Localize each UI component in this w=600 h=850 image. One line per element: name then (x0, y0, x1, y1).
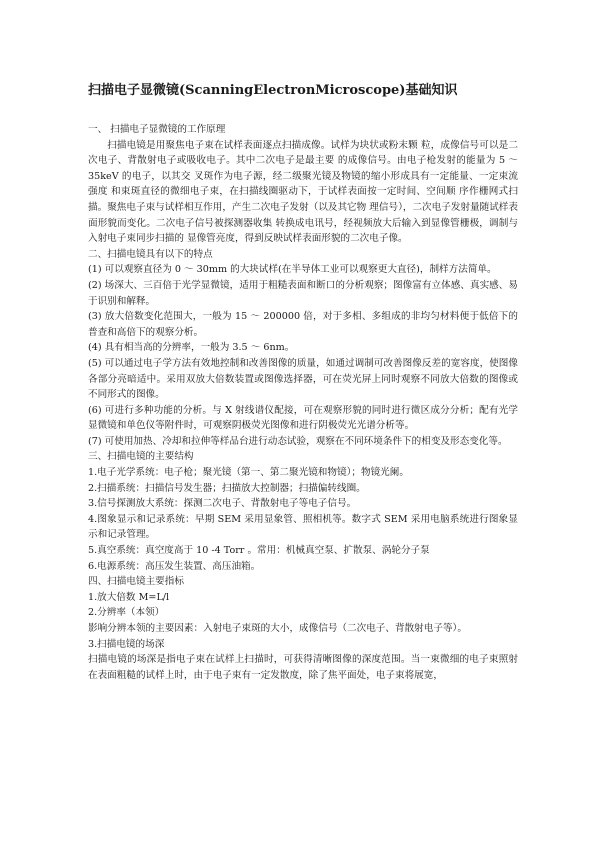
indicator-item: 1.放大倍数 M=L/l (88, 591, 170, 603)
indicator-item: 影响分辨本领的主要因素：入射电子束斑的大小，成像信号（二次电子、背散射电子等）。 (88, 623, 467, 634)
feature-item: (1) 可以观察直径为 0 ～ 30mm 的大块试样(在半导体工业可以观察更大直径)，制样方法简单。 (88, 264, 497, 276)
feature-item: (2) 场深大、三百倍于光学显微镜，适用于粗糙表面和断口的分析观察；图像富有立体感、真实感、易于识别和解释。 (88, 279, 518, 307)
structure-item: 5.真空系统：真空度高于 10 -4 Torr 。常用：机械真空泵、扩散泵、涡轮分子泵 (88, 545, 430, 557)
structure-item: 2.扫描系统：扫描信号发生器；扫描放大控制器；扫描偏转线圈。 (88, 482, 366, 494)
indicator-item: 3.扫描电镜的场深 (88, 638, 165, 650)
feature-item: (5) 可以通过电子学方法有效地控制和改善图像的质量，如通过调制可改善图像反差的宽容度，使图像各部分亮暗适中。采用双放大倍数装置或图像选择器，可在荧光屏上同时观察不同放大倍数的图像或不同形式的图像。 (88, 357, 518, 401)
section-heading-features: 二、扫描电镜具有以下的特点 (88, 248, 213, 260)
indicator-item: 2.分辨率（本领） (88, 607, 165, 619)
indicator-item: 扫描电镜的场深是指电子束在试样上扫描时，可获得清晰图像的深度范围。当一束微细的电子束照射在表面粗糙的试样上时，由于电子束有一定发散度，除了焦平面处，电子束将展宽， (88, 654, 518, 681)
feature-item: (4) 具有相当高的分辨率，一般为 3.5 ～ 6nm。 (88, 342, 295, 354)
document-body (88, 122, 518, 683)
paragraph-principle: 扫描电镜是用聚焦电子束在试样表面逐点扫描成像。试样为块状或粉末颗 粒，成像信号可以是二次电子、背散射电子或吸收电子。其中二次电子是最主要 的成像信号。由电子枪发射的能量为 5 ～ 35keV 的电子，以其交 叉斑作为电子源，经二级聚光镜及物镜的缩小形成具有一定能量、一定束流强度 和束斑直径的微细电子束，在扫描线圈驱动下，于试样表面按一定时间、空间顺 序作栅网式扫描。聚焦电子束与试样相互作用，产生二次电子发射（以及其它物 理信号），二次电子发射量随试样表面形貌而变化。二次电子信号被探测器收集 转换成电讯号，经视频放大后输入到显像管栅极，调制与入射电子束同步扫描的 显像管亮度，得到反映试样表面形貌的二次电子像。 (88, 139, 518, 245)
structure-item: 4.图象显示和记录系统：早期 SEM 采用显象管、照相机等。数字式 SEM 采用电脑系统进行图象显示和记录管理。 (88, 513, 518, 541)
document-title: 扫描电子显微镜(ScanningElectronMicroscope)基础知识 (88, 83, 458, 98)
feature-item: (3) 放大倍数变化范围大，一般为 15 ～ 200000 倍，对于多相、多组成的非均匀材料便于低倍下的普查和高倍下的观察分析。 (88, 311, 518, 338)
structure-item: 1.电子光学系统：电子枪；聚光镜（第一、第二聚光镜和物镜）；物镜光阑。 (88, 467, 409, 479)
feature-item: (7) 可使用加热、冷却和拉伸等样品台进行动态试验，观察在不同环境条件下的相变及形态变化等。 (88, 435, 508, 447)
structure-item: 3.信号探测放大系统：探测二次电子、背散射电子等电子信号。 (88, 498, 357, 510)
section-heading-structure: 三、扫描电镜的主要结构 (88, 451, 194, 463)
feature-item: (6) 可进行多种功能的分析。与 X 射线谱仪配接，可在观察形貌的同时进行微区成分分析；配有光学显微镜和单色仪等附件时，可观察阴极荧光图像和进行阴极荧光光谱分析等。 (88, 404, 518, 432)
section-heading-indicators: 四、扫描电镜主要指标 (88, 576, 184, 588)
structure-item: 6.电源系统：高压发生装置、高压油箱。 (88, 560, 261, 572)
section-heading-principle: 一、 扫描电子显微镜的工作原理 (88, 124, 226, 135)
